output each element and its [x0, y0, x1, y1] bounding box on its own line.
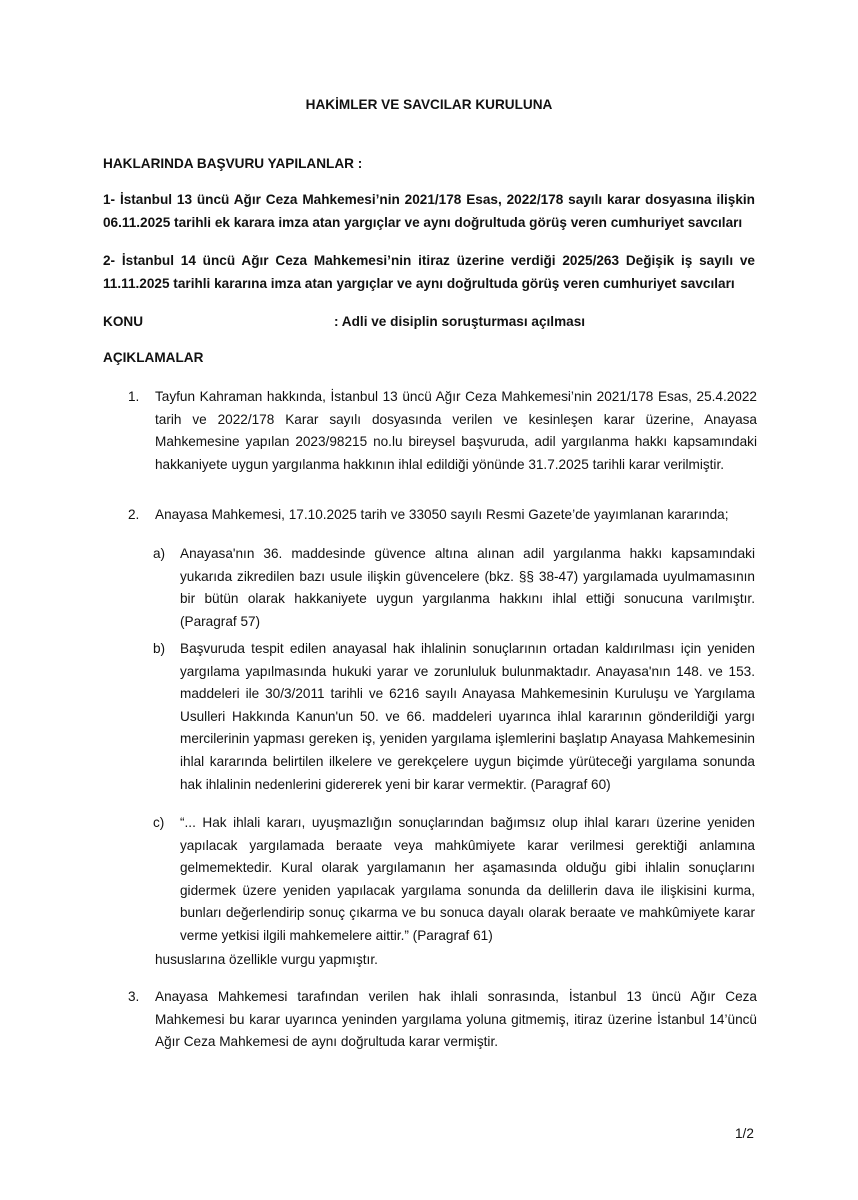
subject-value: : Adli ve disiplin soruşturması açılması — [334, 314, 586, 329]
explanations-heading: AÇIKLAMALAR — [103, 350, 204, 365]
list-item-number: 2. — [128, 507, 140, 522]
sub-item-text: Anayasa'nın 36. maddesinde güvence altına alınan adil yargılanma hakkı kapsamındaki yukarıda zikredilen bazı usule ilişkin güvencelere (bkz. §§ 38-47) yargılamada uyulmamasının bir bütün olarak hakkaniyete uygun yargılanma hakkını ihlal ettiği sonucuna varılmıştır. (Paragraf 57) — [180, 546, 755, 629]
sub-item-letter: b) — [153, 641, 166, 656]
emphasis-line: hususlarına özellikle vurgu yapmıştır. — [155, 952, 378, 967]
list-item-text: Anayasa Mahkemesi tarafından verilen hak ihlali sonrasında, İstanbul 13 üncü Ağır Ceza Mahkemesi bu karar uyarınca yeninden yargılama yoluna gitmemiş, itiraz üzerine İstanbul 14’üncü Ağır Ceza Mahkemesi de aynı doğrultuda karar vermiştir. — [155, 989, 757, 1050]
applicant-2: 2- İstanbul 14 üncü Ağır Ceza Mahkemesi’nin itiraz üzerine verdiği 2025/263 Değişik iş sayılı ve 11.11.2025 tarihli kararına imza atan yargıçlar ve aynı doğrultuda görüş veren cumhuriyet savcıları — [103, 253, 755, 291]
sub-item-text: “... Hak ihlali kararı, uyuşmazlığın sonuçlarından bağımsız olup ihlal kararı üzerine yeniden yapılacak yargılamada beraate veya mahkûmiyete karar verilmesi gerektiği anlamına gelmemektedir. Kural olarak yargılamanın her aşamasında olduğu gibi ihlalin sonuçlarını gidermek üzere yeniden yapılacak yargılama sonunda da delillerin dava ile ilişkisini kurma, bunları değerlendirip sonuç çıkarma ve bu sonuca dayalı olarak beraate ve mahkûmiyete karar verme yetkisi ilgili mahkemelere aittir.” (Paragraf 61) — [180, 815, 755, 943]
list-item-text: Anayasa Mahkemesi, 17.10.2025 tarih ve 33050 sayılı Resmi Gazete’de yayımlanan kararında; — [155, 507, 729, 522]
sub-item-letter: a) — [153, 546, 166, 561]
list-item-text: Tayfun Kahraman hakkında, İstanbul 13 üncü Ağır Ceza Mahkemesi’nin 2021/178 Esas, 25.4.2022 tarih ve 2022/178 Karar sayılı dosyasında verilen ve kesinleşen karar üzerine, Anayasa Mahkemesine yapılan 2023/98215 no.lu bireysel başvuruda, adil yargılanma hakkı kapsamındaki hakkaniyete uygun yargılanma hakkının ihlal edildiği yönünde 31.7.2025 tarihli karar verilmiştir. — [155, 389, 757, 472]
page-number: 1/2 — [735, 1126, 754, 1141]
applicants-heading: HAKLARINDA BAŞVURU YAPILANLAR : — [103, 156, 363, 171]
list-item-number: 3. — [128, 989, 140, 1004]
document-title: HAKİMLER VE SAVCILAR KURULUNA — [305, 97, 553, 112]
subject-label: KONU — [103, 314, 144, 329]
applicant-1: 1- İstanbul 13 üncü Ağır Ceza Mahkemesi’nin 2021/178 Esas, 2022/178 sayılı karar dosyasına ilişkin 06.11.2025 tarihli ek karara imza atan yargıçlar ve aynı doğrultuda görüş veren cumhuriyet savcıları — [103, 192, 755, 230]
sub-item-text: Başvuruda tespit edilen anayasal hak ihlalinin sonuçlarının ortadan kaldırılması için yeniden yargılama yapılmasında hukuki yarar ve zorunluluk bulunmaktadır. Anayasa'nın 148. ve 153. maddeleri ile 30/3/2011 tarihli ve 6216 sayılı Anayasa Mahkemesinin Kuruluşu ve Yargılama Usulleri Hakkında Kanun'un 50. ve 66. maddeleri uyarınca ihlal kararının gönderildiği yargı mercilerinin yapması gereken iş, yeniden yargılama işlemlerini başlatıp Anayasa Mahkemesinin ihlal kararında belirtilen ilkelere ve gerekçelere uygun biçimde yürüteceği yargılama sonunda hak ihlalinin nedenlerini gidererek yeni bir karar vermektir. (Paragraf 60) — [180, 641, 755, 792]
list-item-number: 1. — [128, 389, 140, 404]
sub-item-letter: c) — [153, 815, 165, 830]
